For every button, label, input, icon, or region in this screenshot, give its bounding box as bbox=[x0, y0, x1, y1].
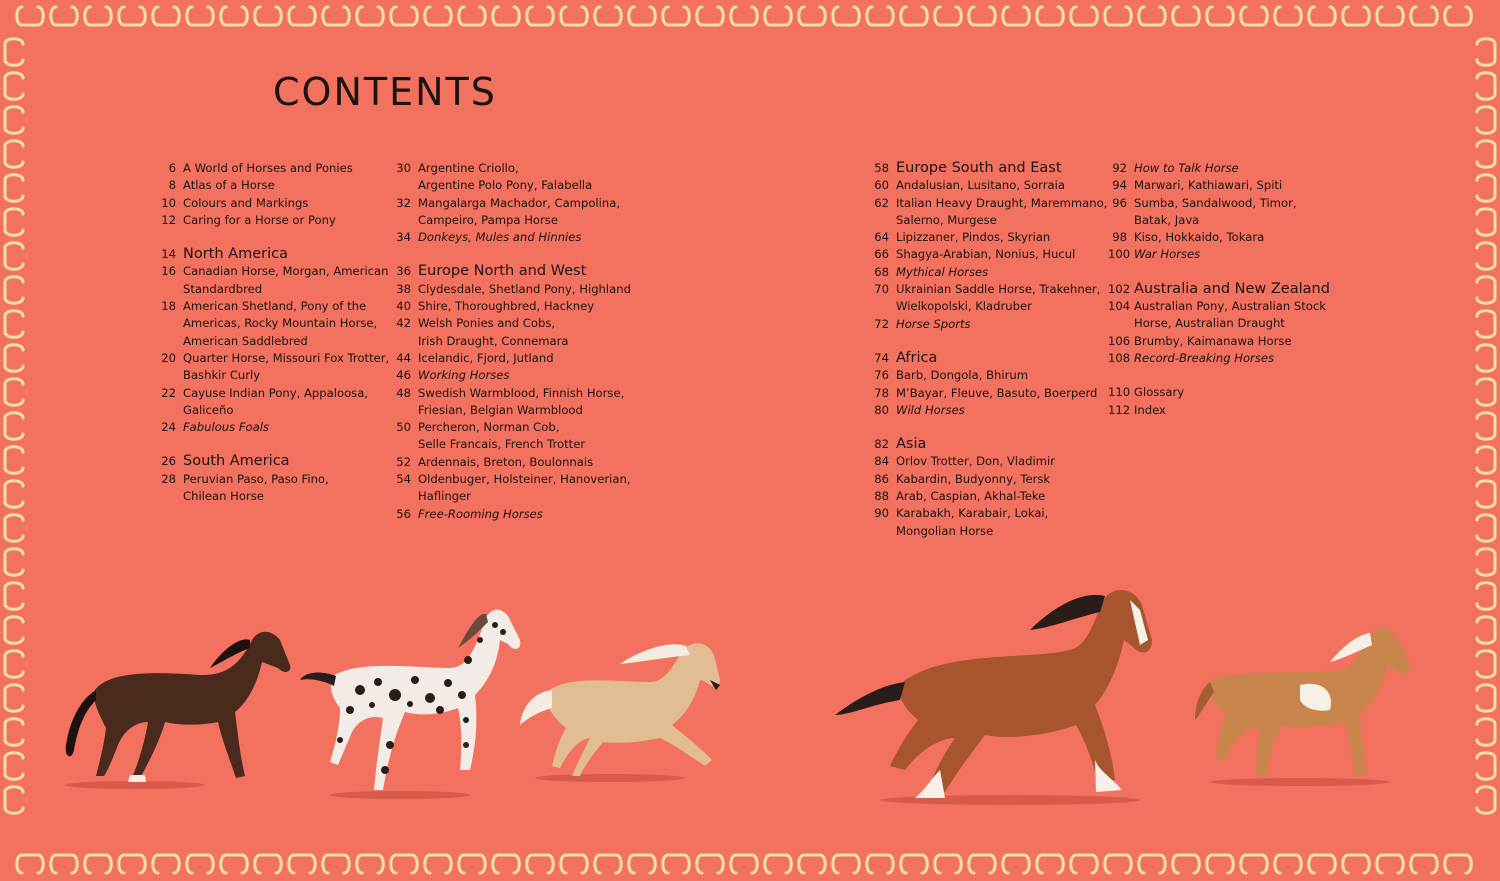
entry-line: Argentine Criollo, bbox=[418, 161, 519, 175]
page-number: 8 bbox=[168, 178, 176, 193]
page-number: 60 bbox=[874, 178, 889, 193]
entry-line: Campeiro, Pampa Horse bbox=[418, 212, 558, 227]
entry-line: Italian Heavy Draught, Maremmano, bbox=[896, 195, 1108, 210]
entry-line: Sumba, Sandalwood, Timor, bbox=[1134, 195, 1297, 210]
entry-line: Donkeys, Mules and Hinnies bbox=[418, 230, 582, 245]
page-number: 64 bbox=[874, 230, 889, 245]
page-number: 24 bbox=[161, 420, 176, 435]
entry-line: Arab, Caspian, Akhal-Teke bbox=[896, 489, 1046, 504]
entry-line: A World of Horses and Ponies bbox=[183, 161, 353, 175]
entry-line: Africa bbox=[896, 349, 938, 366]
entry-line: Horse Sports bbox=[896, 316, 971, 331]
page-number: 18 bbox=[161, 299, 176, 314]
page-number: 6 bbox=[168, 161, 176, 175]
entry-line: Kabardin, Budyonny, Tersk bbox=[896, 471, 1051, 486]
entry-line: Galiceño bbox=[183, 402, 234, 417]
entry-line: Batak, Java bbox=[1134, 212, 1200, 227]
page-number: 42 bbox=[396, 316, 411, 331]
page-number: 112 bbox=[1108, 402, 1131, 417]
page-number: 66 bbox=[874, 247, 889, 262]
entry-line: Haflinger bbox=[418, 489, 471, 504]
entry-line: Index bbox=[1134, 402, 1166, 417]
entry-line: Wild Horses bbox=[896, 402, 965, 417]
page-title: CONTENTS bbox=[273, 70, 497, 114]
entry-line: Atlas of a Horse bbox=[183, 178, 275, 193]
entry-line: Clydesdale, Shetland Pony, Highland bbox=[418, 281, 631, 296]
page-number: 104 bbox=[1108, 299, 1131, 314]
dun-pony bbox=[520, 643, 720, 782]
entry-line: M’Bayar, Fleuve, Basuto, Boerperd bbox=[896, 385, 1098, 400]
page-number: 48 bbox=[396, 385, 411, 400]
page-number: 32 bbox=[396, 195, 411, 210]
page-number: 22 bbox=[161, 385, 176, 400]
entry-line: Caring for a Horse or Pony bbox=[183, 212, 336, 227]
page-number: 58 bbox=[874, 161, 889, 175]
dark-bay-horse bbox=[65, 632, 290, 789]
entry-line: Lipizzaner, Pindos, Skyrian bbox=[896, 230, 1051, 245]
entry-line: Chilean Horse bbox=[183, 489, 264, 504]
page-number: 54 bbox=[396, 472, 411, 487]
page-number: 94 bbox=[1112, 178, 1127, 193]
entry-line: Selle Francais, French Trotter bbox=[418, 437, 586, 452]
pinto-pony bbox=[1195, 628, 1410, 786]
page-number: 82 bbox=[874, 437, 889, 452]
page-number: 50 bbox=[396, 420, 411, 435]
entry-line: Karabakh, Karabair, Lokai, bbox=[896, 506, 1049, 521]
entry-line: South America bbox=[183, 453, 290, 470]
entry-line: Glossary bbox=[1134, 385, 1185, 400]
entry-line: Barb, Dongola, Bhirum bbox=[896, 368, 1029, 383]
entry-line: Oldenbuger, Holsteiner, Hanoverian, bbox=[418, 472, 631, 487]
entry-line: War Horses bbox=[1134, 247, 1201, 262]
page-number: 96 bbox=[1112, 195, 1127, 210]
entry-line: Fabulous Foals bbox=[183, 420, 269, 435]
entry-line: Marwari, Kathiawari, Spiti bbox=[1134, 178, 1283, 193]
entry-line: Colours and Markings bbox=[183, 195, 309, 210]
page-number: 62 bbox=[874, 195, 889, 210]
entry-line: Australia and New Zealand bbox=[1134, 280, 1330, 297]
page-number: 90 bbox=[874, 506, 889, 521]
page-number: 78 bbox=[874, 385, 889, 400]
entry-line: Ukrainian Saddle Horse, Trakehner, bbox=[896, 282, 1101, 297]
entry-line: Europe South and East bbox=[896, 160, 1062, 176]
entry-line: Standardbred bbox=[183, 281, 263, 296]
entry-line: Bashkir Curly bbox=[183, 368, 261, 383]
page-number: 28 bbox=[161, 471, 176, 486]
entry-line: Friesian, Belgian Warmblood bbox=[418, 402, 583, 417]
page-number: 46 bbox=[396, 368, 411, 383]
appaloosa-horse bbox=[300, 610, 520, 799]
entry-line: Mongolian Horse bbox=[896, 523, 994, 538]
page-number: 68 bbox=[874, 264, 889, 279]
entry-line: Irish Draught, Connemara bbox=[418, 333, 569, 348]
page-number: 40 bbox=[396, 299, 411, 314]
page-number: 80 bbox=[874, 402, 889, 417]
page-number: 110 bbox=[1108, 385, 1131, 400]
entry-line: Kiso, Hokkaido, Tokara bbox=[1134, 230, 1265, 245]
entry-line: Canadian Horse, Morgan, American bbox=[183, 264, 389, 279]
entry-line: Shire, Thoroughbred, Hackney bbox=[418, 299, 595, 314]
page-number: 12 bbox=[161, 212, 176, 227]
entry-line: American Shetland, Pony of the bbox=[183, 299, 367, 314]
entry-line: How to Talk Horse bbox=[1134, 161, 1239, 175]
page-number: 108 bbox=[1108, 350, 1131, 365]
page-number: 38 bbox=[396, 281, 411, 296]
page-number: 86 bbox=[874, 471, 889, 486]
entry-line: Record-Breaking Horses bbox=[1134, 350, 1275, 365]
page-number: 26 bbox=[161, 454, 176, 469]
entry-line: Welsh Ponies and Cobs, bbox=[418, 316, 556, 331]
entry-line: Swedish Warmblood, Finnish Horse, bbox=[418, 385, 625, 400]
entry-line: Wielkopolski, Kladruber bbox=[896, 299, 1032, 314]
page-number: 52 bbox=[396, 454, 411, 469]
entry-line: Mangalarga Machador, Campolina, bbox=[418, 195, 621, 210]
entry-line: Ardennais, Breton, Boulonnais bbox=[418, 454, 594, 469]
entry-line: Cayuse Indian Pony, Appaloosa, bbox=[183, 385, 368, 400]
page-number: 20 bbox=[161, 350, 176, 365]
entry-line: Working Horses bbox=[418, 368, 510, 383]
page-number: 30 bbox=[396, 161, 411, 175]
page-number: 106 bbox=[1108, 333, 1131, 348]
entry-line: North America bbox=[183, 246, 288, 263]
entry-line: Australian Pony, Australian Stock bbox=[1134, 299, 1326, 314]
entry-line: Icelandic, Fjord, Jutland bbox=[418, 350, 554, 365]
page-number: 84 bbox=[874, 454, 889, 469]
page-number: 76 bbox=[874, 368, 889, 383]
page-number: 34 bbox=[396, 230, 411, 245]
page-number: 10 bbox=[161, 195, 176, 210]
entry-line: Quarter Horse, Missouri Fox Trotter, bbox=[183, 350, 390, 365]
entry-line: Percheron, Norman Cob, bbox=[418, 420, 560, 435]
entry-line: Argentine Polo Pony, Falabella bbox=[418, 178, 593, 193]
page-number: 92 bbox=[1112, 161, 1127, 175]
page-number: 102 bbox=[1108, 281, 1131, 296]
entry-line: Andalusian, Lusitano, Sorraia bbox=[896, 178, 1065, 193]
page-number: 16 bbox=[161, 264, 176, 279]
entry-line: Shagya-Arabian, Nonius, Hucul bbox=[896, 247, 1076, 262]
entry-line: Mythical Horses bbox=[896, 264, 989, 279]
page-number: 72 bbox=[874, 316, 889, 331]
page-number: 100 bbox=[1108, 247, 1131, 262]
entry-line: Orlov Trotter, Don, Vladimir bbox=[896, 454, 1055, 469]
entry-line: Brumby, Kaimanawa Horse bbox=[1134, 333, 1292, 348]
page-number: 44 bbox=[396, 350, 411, 365]
entry-line: Europe North and West bbox=[418, 263, 587, 280]
entry-line: Americas, Rocky Mountain Horse, bbox=[183, 316, 378, 331]
entry-line: American Saddlebred bbox=[183, 333, 308, 348]
entry-line: Salerno, Murgese bbox=[896, 212, 997, 227]
clydesdale-horse bbox=[835, 590, 1152, 805]
page-number: 98 bbox=[1112, 230, 1127, 245]
entry-line: Asia bbox=[896, 436, 927, 453]
entry-line: Horse, Australian Draught bbox=[1134, 316, 1285, 331]
page-number: 14 bbox=[161, 247, 176, 262]
page-number: 36 bbox=[396, 264, 411, 279]
entry-line: Peruvian Paso, Paso Fino, bbox=[183, 471, 329, 486]
entry-line: Free-Rooming Horses bbox=[418, 506, 543, 521]
page-number: 70 bbox=[874, 282, 889, 297]
page-number: 74 bbox=[874, 350, 889, 365]
page-number: 56 bbox=[396, 506, 411, 521]
page-number: 88 bbox=[874, 489, 889, 504]
